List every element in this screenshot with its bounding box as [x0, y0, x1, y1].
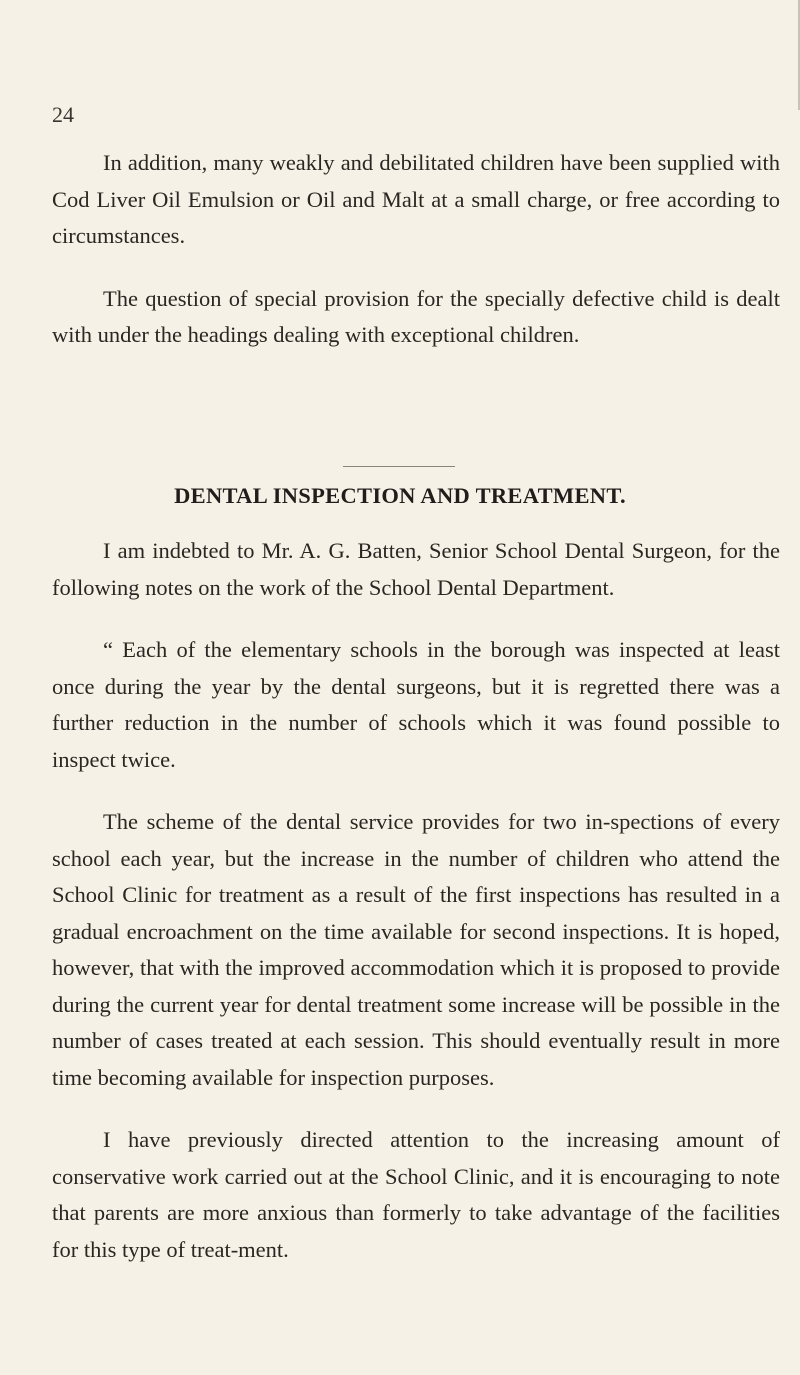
- page-number: 24: [52, 102, 74, 127]
- intro-text-block: [52, 145, 780, 380]
- paragraph-conservative-work: I have previously directed attention to the increasing amount of conservative work carried out at the School Clinic, and it is encouraging to note that parents are more anxious than formerly to take advantage of the facilities for this type of treat-ment.: [52, 1127, 780, 1262]
- dental-text-block: [52, 533, 780, 1294]
- paragraph-cod-liver-oil: In addition, many weakly and debilitated children have been supplied with Cod Liver Oil Emulsion or Oil and Malt at a small charge, or free according to circumstances.: [52, 150, 780, 248]
- paragraph-acknowledgement: I am indebted to Mr. A. G. Batten, Senior School Dental Surgeon, for the following notes on the work of the School Dental Department.: [52, 538, 780, 600]
- paragraph-inspections: “ Each of the elementary schools in the borough was inspected at least once during the year by the dental surgeons, but it is regretted there was a further reduction in the number of schools which it was found possible to inspect twice.: [52, 637, 780, 772]
- section-divider: [343, 466, 455, 467]
- paragraph-special-provision: The question of special provision for the specially defective child is dealt with under the headings dealing with exceptional children.: [52, 285, 780, 347]
- paragraph-scheme: The scheme of the dental service provides for two in-spections of every school each year, but the increase in the number of children who attend the School Clinic for treatment as a result of the first inspections has resulted in a gradual encroachment on the time available for second inspections. It is hoped, however, that with the improved accommodation which it is proposed to provide during the current year for dental treatment some increase will be possible in the number of cases treated at each session. This should eventually result in more time becoming available for inspection purposes.: [52, 809, 780, 1090]
- section-heading: DENTAL INSPECTION AND TREATMENT.: [174, 483, 626, 508]
